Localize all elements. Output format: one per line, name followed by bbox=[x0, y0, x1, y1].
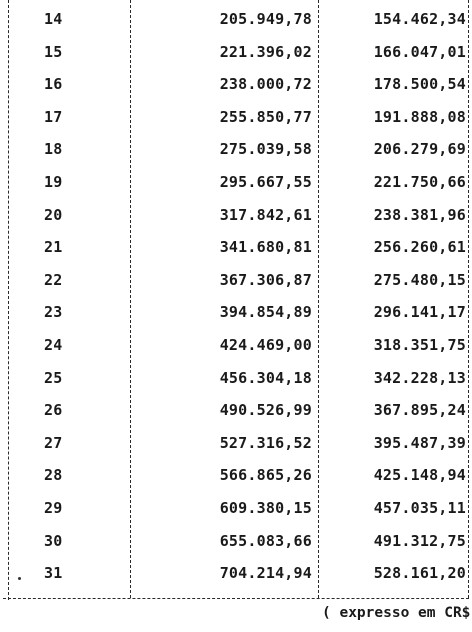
value-a-cell: 317.842,61 bbox=[219, 205, 312, 224]
value-b-cell: 318.351,75 bbox=[373, 335, 466, 354]
value-b-cell: 178.500,54 bbox=[373, 75, 466, 94]
currency-footnote: ( expresso em CR$ bbox=[322, 605, 471, 621]
table-row bbox=[0, 166, 472, 199]
table-row bbox=[0, 101, 472, 134]
value-a-cell: 238.000,72 bbox=[219, 75, 312, 94]
day-cell: 22 bbox=[44, 270, 63, 289]
value-a-cell: 367.306,87 bbox=[219, 270, 312, 289]
day-cell: 21 bbox=[44, 238, 63, 257]
day-cell: 26 bbox=[44, 401, 63, 420]
value-b-cell: 296.141,17 bbox=[373, 303, 466, 322]
value-a-cell: 275.039,58 bbox=[219, 140, 312, 159]
table-row bbox=[0, 296, 472, 329]
value-b-cell: 367.895,24 bbox=[373, 401, 466, 420]
value-b-cell: 221.750,66 bbox=[373, 172, 466, 191]
value-a-cell: 456.304,18 bbox=[219, 368, 312, 387]
value-b-cell: 256.260,61 bbox=[373, 238, 466, 257]
day-cell: 29 bbox=[44, 498, 63, 517]
value-a-cell: 527.316,52 bbox=[219, 433, 312, 452]
table-row bbox=[0, 557, 472, 590]
value-a-cell: 609.380,15 bbox=[219, 498, 312, 517]
day-cell: 14 bbox=[44, 10, 63, 28]
value-b-cell: 457.035,11 bbox=[373, 498, 466, 517]
value-b-cell: 166.047,01 bbox=[373, 42, 466, 61]
value-a-cell: 394.854,89 bbox=[219, 303, 312, 322]
day-cell: 19 bbox=[44, 172, 63, 191]
value-b-cell: 238.381,96 bbox=[373, 205, 466, 224]
value-a-cell: 655.083,66 bbox=[219, 531, 312, 550]
table-row bbox=[0, 68, 472, 101]
table-row bbox=[0, 133, 472, 166]
day-cell: 25 bbox=[44, 368, 63, 387]
table-bottom-rule bbox=[3, 598, 469, 599]
day-cell: 30 bbox=[44, 531, 63, 550]
table-row bbox=[0, 199, 472, 232]
day-cell: 15 bbox=[44, 42, 63, 61]
value-a-cell: 704.214,94 bbox=[219, 564, 312, 583]
value-b-cell: 275.480,15 bbox=[373, 270, 466, 289]
table-row bbox=[0, 459, 472, 492]
value-b-cell: 154.462,34 bbox=[373, 10, 466, 28]
value-b-cell: 342.228,13 bbox=[373, 368, 466, 387]
value-b-cell: 491.312,75 bbox=[373, 531, 466, 550]
table-row bbox=[0, 264, 472, 297]
value-a-cell: 341.680,81 bbox=[219, 238, 312, 257]
day-cell: 20 bbox=[44, 205, 63, 224]
value-b-cell: 528.161,20 bbox=[373, 564, 466, 583]
table-row bbox=[0, 362, 472, 395]
table-row bbox=[0, 492, 472, 525]
day-cell: 16 bbox=[44, 75, 63, 94]
value-b-cell: 425.148,94 bbox=[373, 466, 466, 485]
value-b-cell: 191.888,08 bbox=[373, 107, 466, 126]
value-a-cell: 295.667,55 bbox=[219, 172, 312, 191]
table-row bbox=[0, 394, 472, 427]
day-cell: 31 bbox=[44, 564, 63, 583]
day-cell: 18 bbox=[44, 140, 63, 159]
day-cell: 28 bbox=[44, 466, 63, 485]
table-row bbox=[0, 329, 472, 362]
value-a-cell: 566.865,26 bbox=[219, 466, 312, 485]
value-a-cell: 205.949,78 bbox=[219, 10, 312, 28]
value-a-cell: 490.526,99 bbox=[219, 401, 312, 420]
day-cell: 27 bbox=[44, 433, 63, 452]
value-b-cell: 206.279,69 bbox=[373, 140, 466, 159]
day-cell: 17 bbox=[44, 107, 63, 126]
value-b-cell: 395.487,39 bbox=[373, 433, 466, 452]
data-table bbox=[0, 3, 472, 590]
day-cell: 24 bbox=[44, 335, 63, 354]
day-cell: 23 bbox=[44, 303, 63, 322]
table-row bbox=[0, 3, 472, 36]
table-row bbox=[0, 231, 472, 264]
table-row bbox=[0, 427, 472, 460]
value-a-cell: 221.396,02 bbox=[219, 42, 312, 61]
value-a-cell: 424.469,00 bbox=[219, 335, 312, 354]
table-row bbox=[0, 525, 472, 558]
table-row bbox=[0, 36, 472, 69]
value-a-cell: 255.850,77 bbox=[219, 107, 312, 126]
